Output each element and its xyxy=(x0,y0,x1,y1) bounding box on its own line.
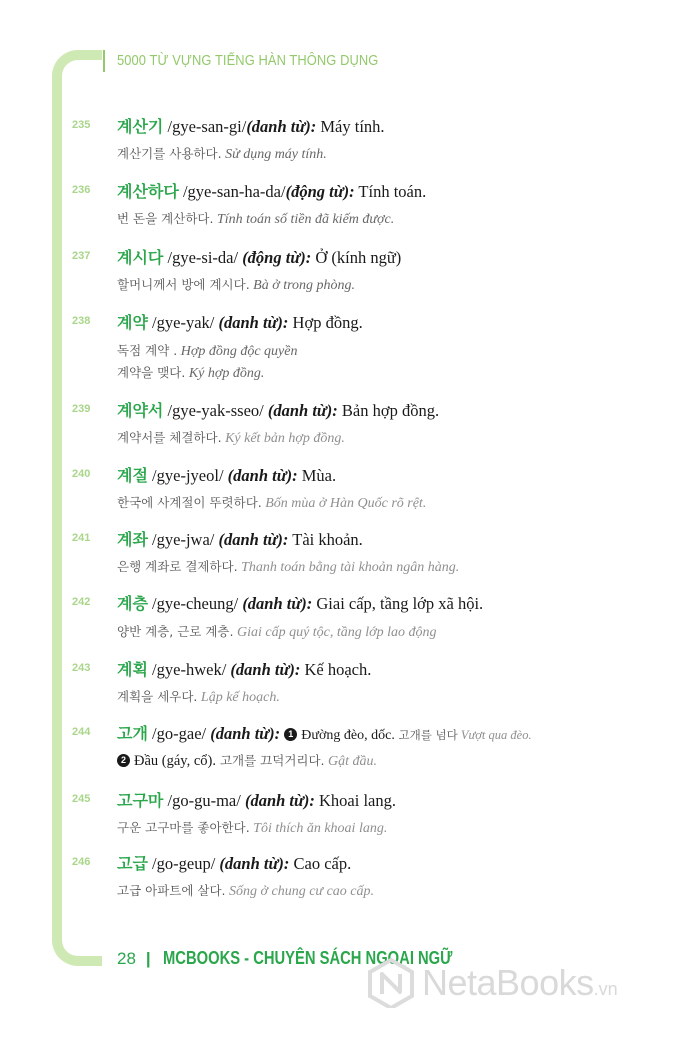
example-korean: 한국에 사계절이 뚜렷하다. xyxy=(117,495,262,510)
part-of-speech: (danh từ): xyxy=(242,594,313,613)
page-number: 28 xyxy=(117,949,136,968)
part-of-speech: (danh từ): xyxy=(246,117,317,136)
example-korean: 고급 아파트에 살다. xyxy=(117,883,226,898)
korean-word: 계획 xyxy=(117,660,148,679)
example-vietnamese: Bốn mùa ở Hàn Quốc rõ rệt. xyxy=(261,496,427,511)
part-of-speech: (danh từ): xyxy=(267,401,338,420)
entry-number: 244 xyxy=(72,726,91,738)
sense-number-marker: 2 xyxy=(117,754,130,767)
romanization: /go-gae/ xyxy=(147,724,211,743)
romanization: /gye-hwek/ xyxy=(147,660,231,679)
entry-headline xyxy=(117,181,426,203)
romanization: /gye-jyeol/ xyxy=(147,466,228,485)
example-vietnamese: Bà ở trong phòng. xyxy=(249,278,356,293)
part-of-speech: (động từ): xyxy=(242,248,312,267)
meaning: Ở (kính ngữ) xyxy=(311,248,402,267)
entry-number: 238 xyxy=(72,315,91,327)
example-korean: 독점 계약 . xyxy=(117,343,178,358)
korean-word: 계층 xyxy=(117,594,148,613)
example-korean: 계획을 세우다. xyxy=(117,689,198,704)
entry-number: 243 xyxy=(72,662,91,674)
page-frame-top xyxy=(52,50,102,80)
example-korean: 번 돈을 계산하다. xyxy=(117,211,214,226)
entry-headline xyxy=(117,465,336,487)
sense-number-marker: 1 xyxy=(284,728,297,741)
korean-word: 고구마 xyxy=(117,791,164,810)
entry-headline xyxy=(117,853,351,875)
entry-number: 236 xyxy=(72,184,91,196)
example-vietnamese: Tính toán số tiền đã kiếm được. xyxy=(213,212,395,227)
example-vietnamese: Sống ở chung cư cao cấp. xyxy=(225,884,374,899)
part-of-speech: (động từ): xyxy=(285,182,355,201)
example-vietnamese: Ký kết bản hợp đồng. xyxy=(221,431,345,446)
romanization: /gye-yak-sseo/ xyxy=(163,401,268,420)
meaning: Bản hợp đồng. xyxy=(337,401,440,420)
korean-word: 계산기 xyxy=(117,117,164,136)
example-sentence xyxy=(117,493,426,514)
meaning: Mùa. xyxy=(297,466,337,485)
korean-word: 고급 xyxy=(117,854,148,873)
romanization: /go-gu-ma/ xyxy=(163,791,245,810)
example-sentence xyxy=(117,341,297,362)
meaning: Giai cấp, tầng lớp xã hội. xyxy=(312,594,484,613)
part-of-speech: (danh từ): xyxy=(244,791,315,810)
entry-headline xyxy=(117,790,396,812)
header-separator xyxy=(103,50,105,72)
entry-headline xyxy=(117,659,371,681)
entry-headline xyxy=(117,312,363,334)
footer-separator: | xyxy=(145,949,151,968)
entry-number: 235 xyxy=(72,119,91,131)
meaning: Tài khoản. xyxy=(288,530,363,549)
romanization: /gye-si-da/ xyxy=(163,248,243,267)
entry-headline xyxy=(117,116,385,138)
part-of-speech: (danh từ): xyxy=(219,854,290,873)
part-of-speech: (danh từ): xyxy=(210,724,281,743)
example-korean: 고개를 끄덕거리다. xyxy=(216,753,325,768)
example-vietnamese: Vượt qua đèo. xyxy=(457,728,532,742)
romanization: /gye-jwa/ xyxy=(147,530,219,549)
romanization: /gye-san-gi/ xyxy=(163,117,247,136)
watermark-suffix: .vn xyxy=(593,979,618,999)
example-vietnamese: Ký hợp đồng. xyxy=(185,366,265,381)
example-korean: 양반 계층, 근로 계층. xyxy=(117,624,234,639)
entry-number: 242 xyxy=(72,596,91,608)
example-vietnamese: Thanh toán bằng tài khoản ngân hàng. xyxy=(237,560,460,575)
part-of-speech: (danh từ): xyxy=(227,466,298,485)
entry-number: 240 xyxy=(72,468,91,480)
example-sentence xyxy=(117,557,459,578)
entry-headline xyxy=(117,400,439,422)
example-sentence xyxy=(117,818,387,839)
example-korean: 구운 고구마를 좋아한다. xyxy=(117,820,250,835)
publisher-name: MCBOOKS - CHUYÊN SÁCH NGOẠI NGỮ xyxy=(162,948,453,968)
entry-number: 246 xyxy=(72,856,91,868)
meaning: Tính toán. xyxy=(354,182,427,201)
part-of-speech: (danh từ): xyxy=(218,313,289,332)
sense-meaning: Đầu (gáy, cổ). xyxy=(134,753,216,769)
meaning: Hợp đồng. xyxy=(288,313,363,332)
korean-word: 고개 xyxy=(117,724,148,743)
example-korean: 은행 계좌로 결제하다. xyxy=(117,559,238,574)
sense-line xyxy=(117,751,377,772)
example-sentence xyxy=(117,687,280,708)
romanization: /gye-yak/ xyxy=(147,313,219,332)
entry-number: 241 xyxy=(72,532,91,544)
meaning: Khoai lang. xyxy=(314,791,396,810)
romanization: /go-geup/ xyxy=(147,854,220,873)
korean-word: 계약 xyxy=(117,313,148,332)
korean-word: 계절 xyxy=(117,466,148,485)
entry-headline xyxy=(117,593,483,615)
example-sentence xyxy=(117,209,394,230)
entry-number: 239 xyxy=(72,403,91,415)
page-frame-left xyxy=(52,78,62,938)
example-vietnamese: Gật đầu. xyxy=(324,754,378,769)
sense-meaning: Đường đèo, dốc. xyxy=(301,728,395,743)
romanization: /gye-san-ha-da/ xyxy=(178,182,286,201)
part-of-speech: (danh từ): xyxy=(218,530,289,549)
example-sentence xyxy=(117,144,327,165)
example-sentence xyxy=(117,275,355,296)
example-sentence xyxy=(117,428,345,449)
meaning: Cao cấp. xyxy=(289,854,352,873)
part-of-speech: (danh từ): xyxy=(230,660,301,679)
example-korean: 할머니께서 방에 계시다. xyxy=(117,277,250,292)
example-vietnamese: Sử dụng máy tính. xyxy=(221,147,327,162)
watermark-text xyxy=(422,962,618,1004)
watermark-brand: NetaBooks xyxy=(422,962,594,1003)
entry-headline xyxy=(117,529,363,551)
example-korean: 고개를 넘다 xyxy=(394,728,458,742)
neta-logo-icon xyxy=(366,958,416,1008)
example-korean: 계약서를 체결하다. xyxy=(117,430,222,445)
example-sentence xyxy=(117,881,374,902)
entry-number: 237 xyxy=(72,250,91,262)
korean-word: 계좌 xyxy=(117,530,148,549)
entry-headline xyxy=(117,247,401,269)
example-vietnamese: Lập kế hoạch. xyxy=(197,690,280,705)
example-vietnamese: Tôi thích ăn khoai lang. xyxy=(249,821,388,836)
example-korean: 계산기를 사용하다. xyxy=(117,146,222,161)
korean-word: 계산하다 xyxy=(117,182,179,201)
meaning: Máy tính. xyxy=(316,117,385,136)
romanization: /gye-cheung/ xyxy=(147,594,243,613)
entry-headline xyxy=(117,723,532,747)
korean-word: 계약서 xyxy=(117,401,164,420)
example-sentence xyxy=(117,622,437,643)
example-vietnamese: Hợp đồng độc quyền xyxy=(177,344,298,359)
example-vietnamese: Giai cấp quý tộc, tầng lớp lao động xyxy=(233,625,437,640)
running-header: 5000 TỪ VỰNG TIẾNG HÀN THÔNG DỤNG xyxy=(117,52,379,69)
meaning: Kế hoạch. xyxy=(300,660,372,679)
example-korean: 계약을 맺다. xyxy=(117,365,186,380)
page-frame-bottom xyxy=(52,918,102,966)
korean-word: 계시다 xyxy=(117,248,164,267)
entry-number: 245 xyxy=(72,793,91,805)
example-sentence xyxy=(117,363,264,384)
